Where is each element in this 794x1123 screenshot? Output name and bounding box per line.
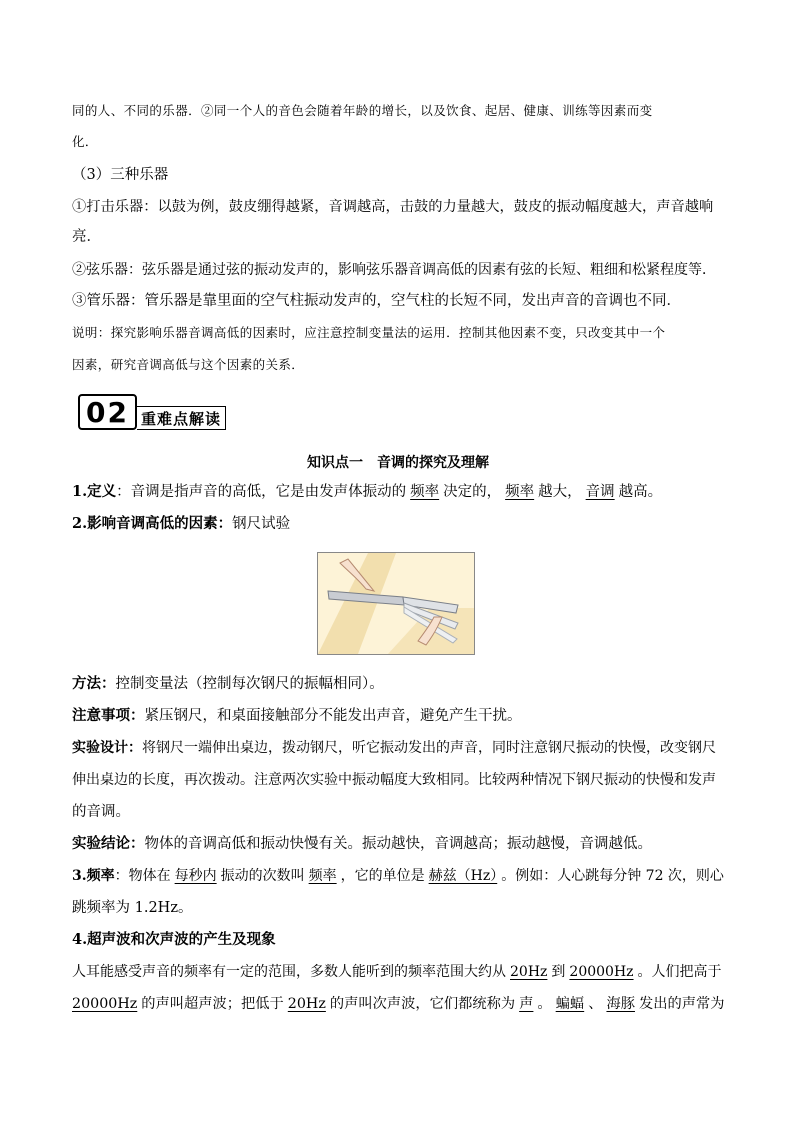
fill-blank: 频率 bbox=[308, 868, 337, 884]
fill-blank: 声 bbox=[519, 996, 534, 1012]
conclusion-label: 实验结论： bbox=[72, 835, 145, 852]
design-line bbox=[72, 738, 716, 758]
text: 。例如：人心跳每分钟 72 次，则心 bbox=[501, 868, 724, 884]
definition-label: 1.定义 bbox=[72, 483, 117, 500]
steel-ruler-illustration bbox=[317, 552, 475, 655]
text: ：音调是指声音的高低，它是由发声体振动的 bbox=[116, 484, 407, 500]
text: 、 bbox=[588, 996, 603, 1012]
paragraph-line: 亮． bbox=[72, 229, 101, 245]
paragraph-line: 化． bbox=[72, 134, 98, 149]
section-title: 重难点解读 bbox=[137, 406, 226, 430]
fill-blank: 蝙蝠 bbox=[555, 996, 585, 1012]
paragraph-line: 的音调。 bbox=[72, 804, 130, 820]
paragraph-line: ②弦乐器：弦乐器是通过弦的振动发声的，影响弦乐器音调高低的因素有弦的长短、粗细和松紧程度等． bbox=[72, 262, 716, 278]
section-number: 02 bbox=[78, 394, 137, 430]
text: 控制变量法（控制每次钢尺的振幅相同）。 bbox=[115, 676, 384, 692]
text: 越高。 bbox=[618, 484, 663, 500]
paragraph-line: 伸出桌边的长度，再次拨动。注意两次实验中振动幅度大致相同。比较两种情况下钢尺振动的快慢和发声 bbox=[72, 772, 716, 788]
text: 钢尺试验 bbox=[232, 516, 291, 532]
text: 越大， bbox=[538, 484, 582, 500]
fill-blank: 频率 bbox=[505, 484, 535, 500]
paragraph-line: 跳频率为 1.2Hz。 bbox=[72, 900, 193, 916]
subheading: （3）三种乐器 bbox=[72, 167, 169, 183]
steel-ruler-drawing bbox=[318, 553, 474, 654]
note-line: 因素，研究音调高低与这个因素的关系． bbox=[72, 357, 305, 372]
frequency-line bbox=[72, 866, 724, 886]
text: 紧压钢尺，和桌面接触部分不能发出声音，避免产生干扰。 bbox=[144, 708, 522, 724]
fill-blank: 音调 bbox=[585, 484, 615, 500]
text: 到 bbox=[551, 964, 566, 980]
fill-blank: 20000Hz bbox=[72, 996, 138, 1012]
text: 振动的次数叫 bbox=[220, 868, 305, 884]
method-label: 方法： bbox=[72, 675, 116, 692]
method-line bbox=[72, 674, 384, 694]
section-heading bbox=[78, 394, 226, 430]
paragraph-line: ③管乐器：管乐器是靠里面的空气柱振动发声的，空气柱的长短不同，发出声音的音调也不同． bbox=[72, 293, 681, 309]
fill-blank: 20000Hz bbox=[569, 964, 634, 980]
factor-line bbox=[72, 514, 290, 534]
fill-blank: 赫兹（Hz） bbox=[428, 868, 498, 884]
ultrasound-line bbox=[72, 962, 722, 982]
conclusion-line bbox=[72, 834, 652, 854]
fill-blank: 每秒内 bbox=[174, 868, 217, 884]
fill-blank: 20Hz bbox=[287, 996, 326, 1012]
text: 物体的音调高低和振动快慢有关。振动越快，音调越高；振动越慢，音调越低。 bbox=[144, 836, 652, 852]
definition-line bbox=[72, 482, 662, 502]
text: 决定的， bbox=[443, 484, 502, 500]
ultrasound-line-2 bbox=[72, 994, 724, 1014]
fill-blank: 20Hz bbox=[510, 964, 548, 980]
text: 人耳能感受声音的频率有一定的范围，多数人能听到的频率范围大约从 bbox=[72, 964, 506, 980]
paragraph-line: 同的人、不同的乐器．②同一个人的音色会随着年龄的增长，以及饮食、起居、健康、训练等因素而变 bbox=[72, 103, 653, 118]
frequency-label: 3.频率 bbox=[72, 868, 115, 884]
text: 。人们把高于 bbox=[637, 964, 722, 980]
factor-label: 2.影响音调高低的因素： bbox=[72, 515, 233, 532]
paragraph-line: ①打击乐器：以鼓为例，鼓皮绷得越紧，音调越高，击鼓的力量越大，鼓皮的振动幅度越大，声音越响 bbox=[72, 199, 714, 215]
text: 的声叫次声波，它们都统称为 bbox=[329, 996, 516, 1012]
knowledge-title: 知识点一 音调的探究及理解 bbox=[307, 455, 489, 471]
text: 将钢尺一端伸出桌边，拨动钢尺，听它振动发出的声音，同时注意钢尺振动的快慢，改变钢尺 bbox=[142, 740, 716, 756]
text: 的声叫超声波；把低于 bbox=[141, 996, 284, 1012]
text: ：物体在 bbox=[114, 868, 171, 884]
fill-blank: 海豚 bbox=[606, 996, 635, 1012]
fill-blank: 频率 bbox=[410, 484, 440, 500]
caution-line bbox=[72, 706, 522, 726]
text: ，它的单位是 bbox=[340, 868, 425, 884]
design-label: 实验设计： bbox=[72, 740, 142, 756]
note-line: 说明：探究影响乐器音调高低的因素时，应注意控制变量法的运用．控制其他因素不变，只改变其中一个 bbox=[72, 325, 666, 340]
text: 。 bbox=[537, 996, 552, 1012]
ultrasound-label: 4.超声波和次声波的产生及现象 bbox=[72, 931, 276, 948]
text: 发出的声常为 bbox=[638, 996, 725, 1012]
caution-label: 注意事项： bbox=[72, 707, 145, 724]
